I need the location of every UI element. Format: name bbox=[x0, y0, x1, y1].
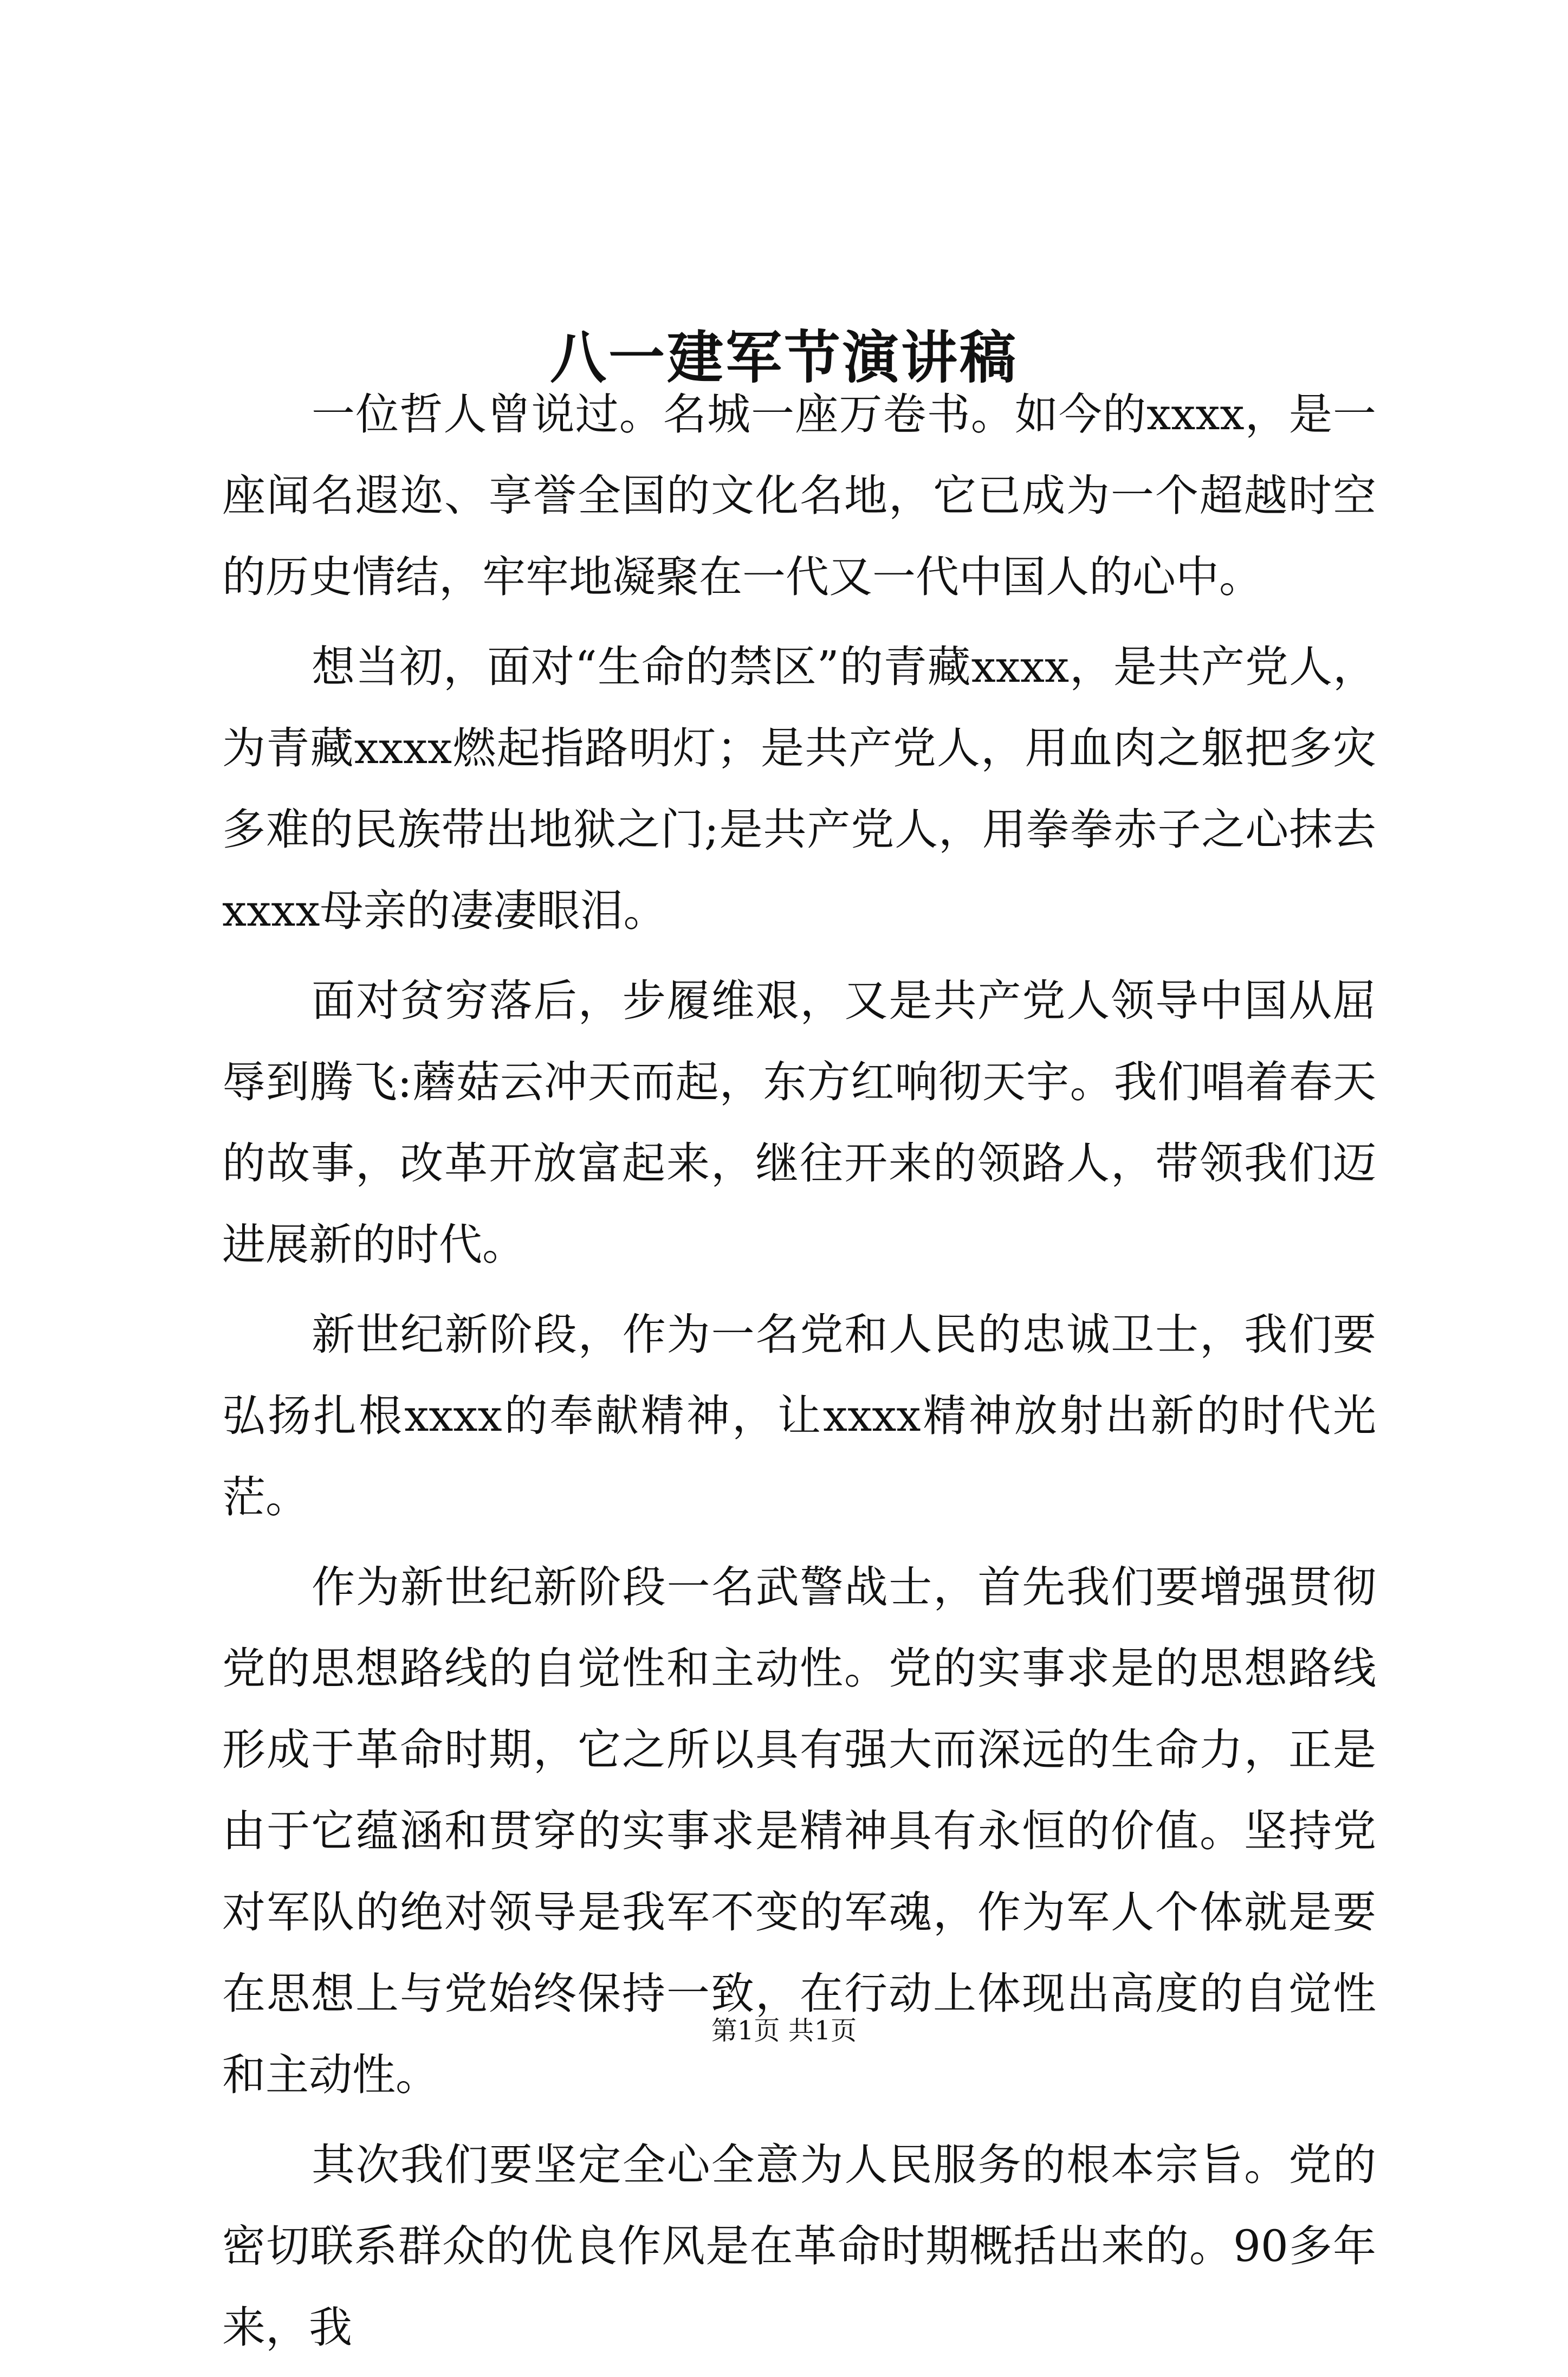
paragraph-5: 作为新世纪新阶段一名武警战士，首先我们要增强贯彻党的思想路线的自觉性和主动性。党的实事求是的思想路线形成于革命时期，它之所以具有强大而深远的生命力，正是由于它蕴涵和贯穿的实事求是精神具有永恒的价值。坚持党对军队的绝对领导是我军不变的军魂，作为军人个体就是要在思想上与党始终保持一致，在行动上体现出高度的自觉性和主动性。 bbox=[222, 1562, 1376, 2100]
document-body bbox=[222, 374, 1376, 2377]
page-footer: 第1页 共1页 bbox=[711, 2016, 857, 2046]
paragraph-4: 新世纪新阶段，作为一名党和人民的忠诚卫士，我们要弘扬扎根xxxx的奉献精神，让xxxx精神放射出新的时代光茫。 bbox=[222, 1309, 1376, 1522]
paragraph-2: 想当初，面对“生命的禁区”的青藏xxxx，是共产党人，为青藏xxxx燃起指路明灯；是共产党人，用血肉之躯把多灾多难的民族带出地狱之门;是共产党人，用拳拳赤子之心抹去xxxx母亲的凄凄眼泪。 bbox=[222, 642, 1376, 936]
paragraph-1: 一位哲人曾说过。名城一座万卷书。如今的xxxx，是一座闻名遐迩、享誉全国的文化名地，它已成为一个超越时空的历史情结，牢牢地凝聚在一代又一代中国人的心中。 bbox=[222, 389, 1376, 602]
document-title: 八一建军节演讲稿 bbox=[549, 324, 1018, 391]
paragraph-3: 面对贫穷落后，步履维艰，又是共产党人领导中国从屈辱到腾飞:蘑菇云冲天而起，东方红响彻天宇。我们唱着春天的故事，改革开放富起来，继往开来的领路人，带领我们迈进展新的时代。 bbox=[222, 976, 1376, 1270]
paragraph-6: 其次我们要坚定全心全意为人民服务的根本宗旨。党的密切联系群众的优良作风是在革命时期概括出来的。90多年来，我 bbox=[222, 2140, 1376, 2353]
